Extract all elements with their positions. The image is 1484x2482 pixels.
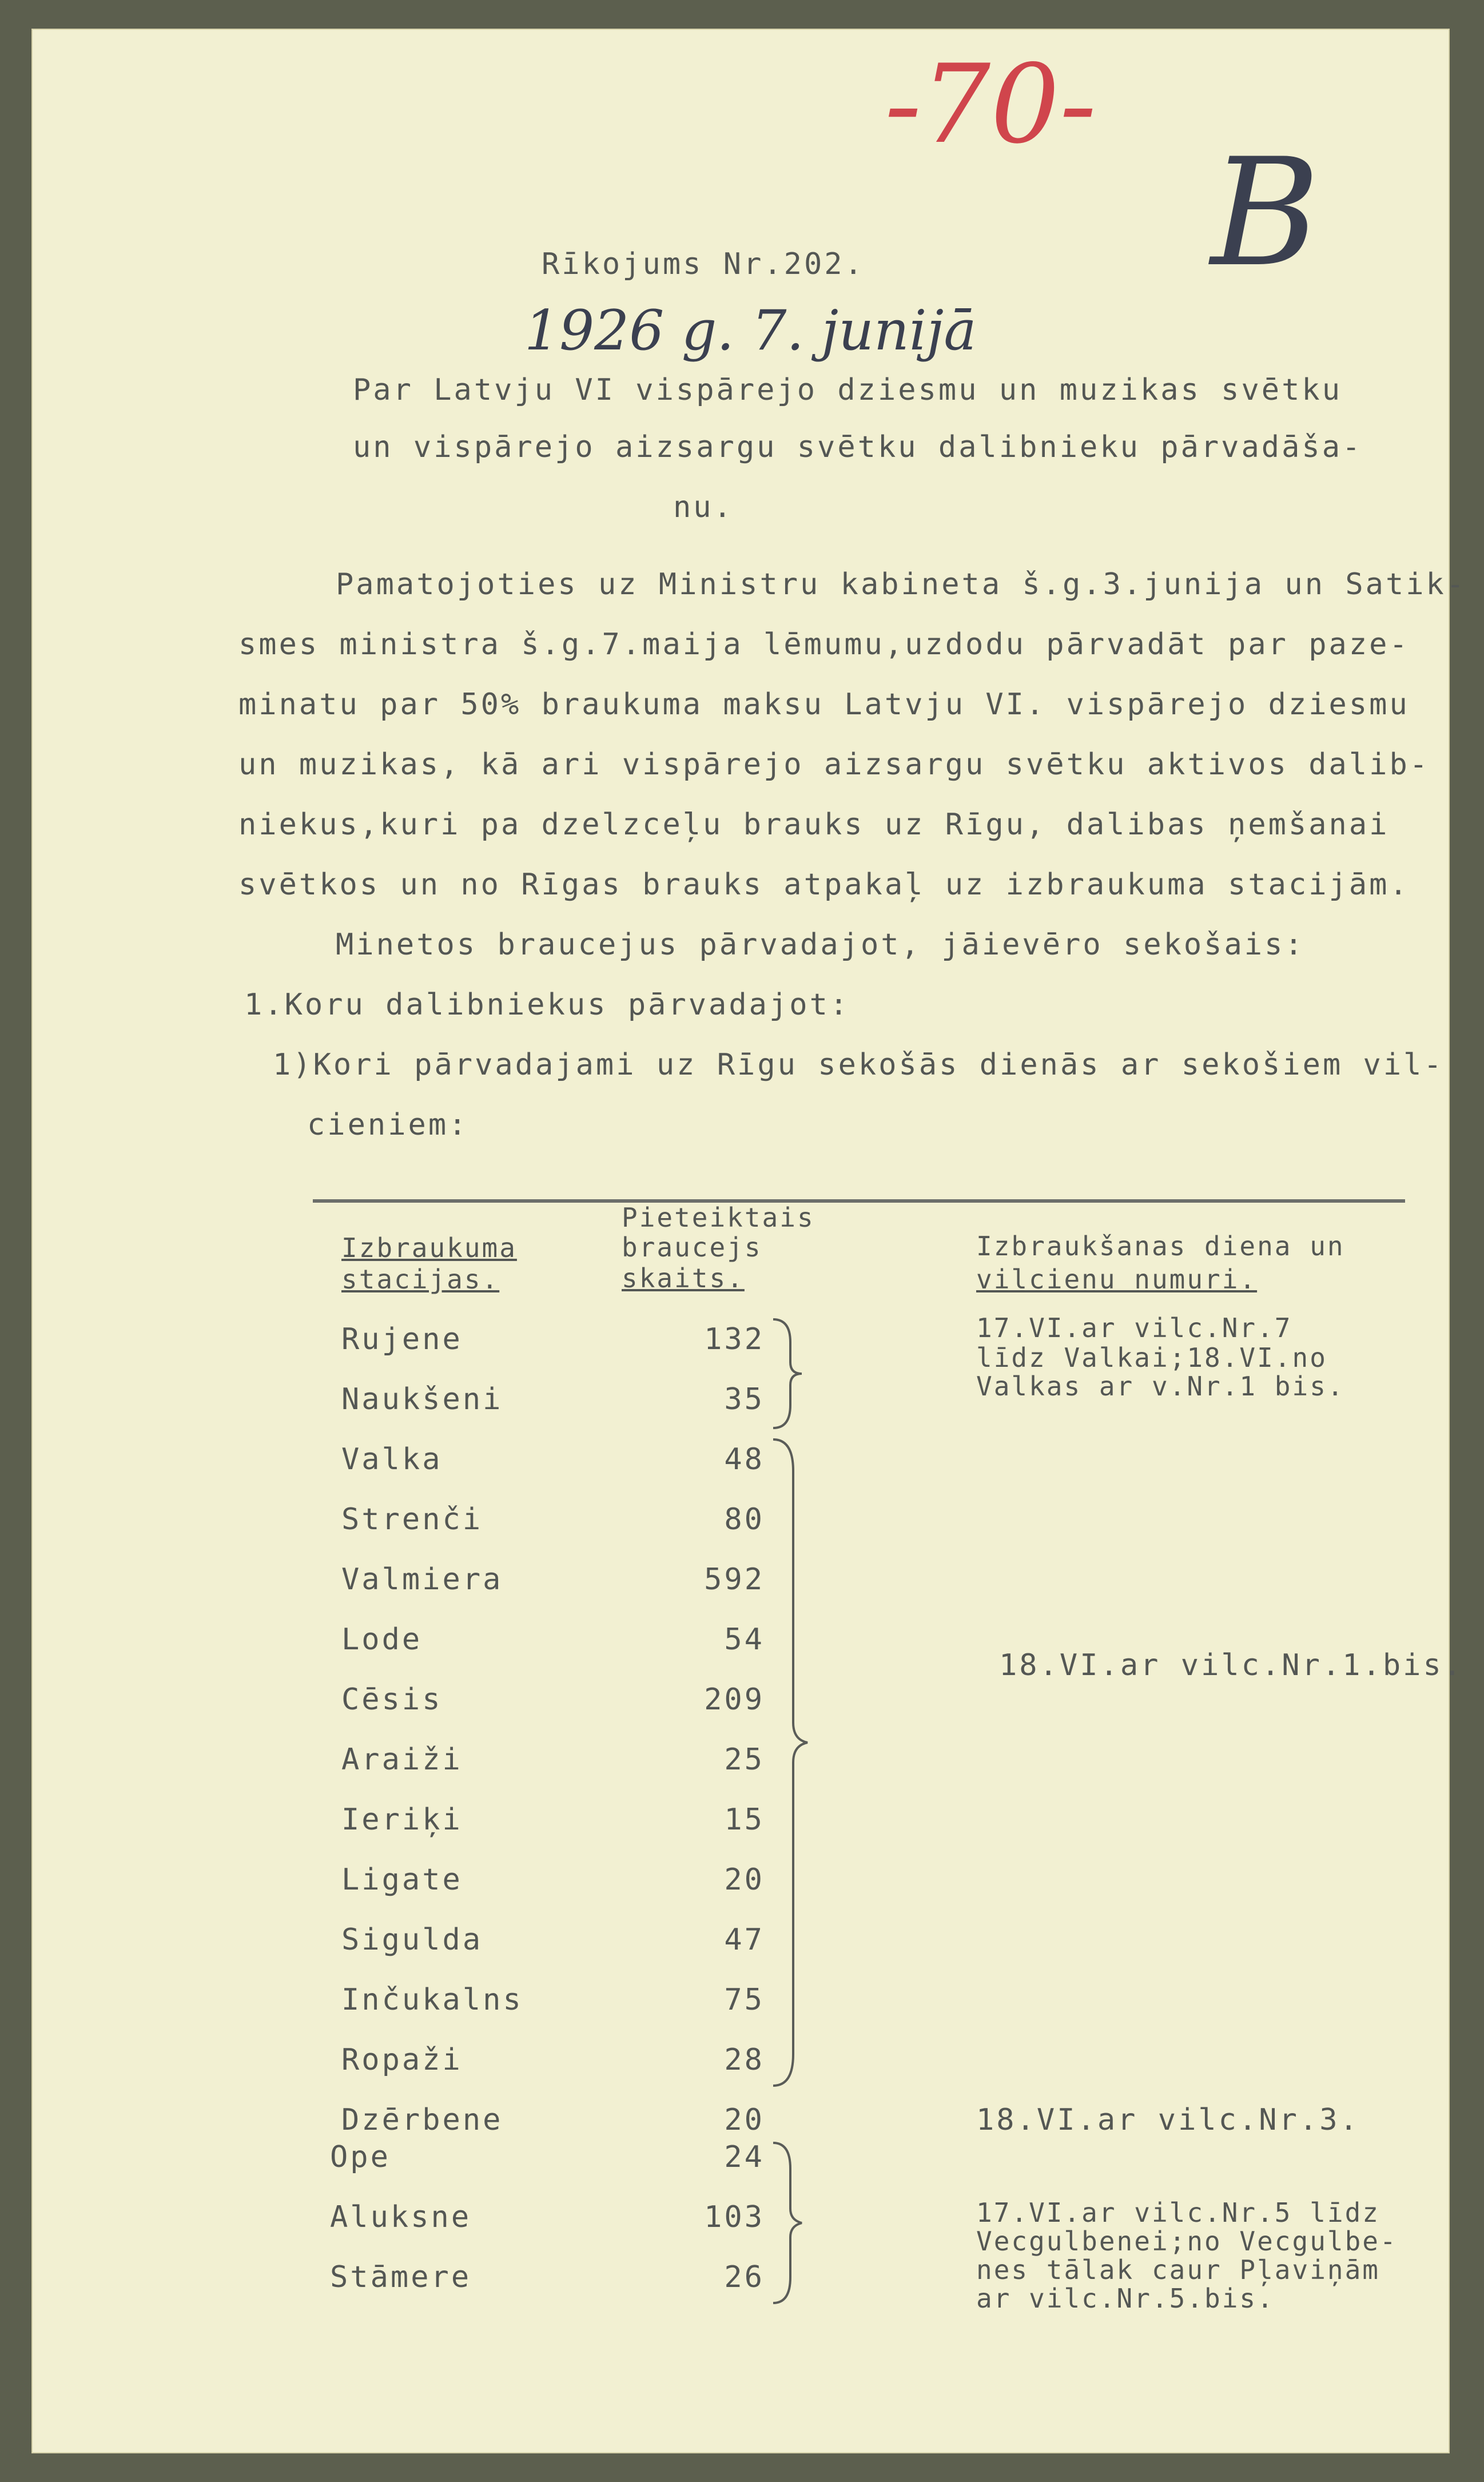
table-row-count: 80 — [724, 1502, 765, 1537]
handwritten-date: 1926 g. 7. junijā — [524, 299, 977, 363]
paragraph-line: minatu par 50% braukuma maksu Latvju VI. vispārejo dziesmu — [238, 687, 1410, 722]
paragraph-line: svētkos un no Rīgas brauks atpakaļ uz izbraukuma stacijām. — [238, 868, 1410, 902]
table-row-count: 103 — [704, 2200, 765, 2234]
train-note-group1-line: Valkas ar v.Nr.1 bis. — [976, 1371, 1345, 1402]
train-note-group4-line: Vecgulbenei;no Vecgulbe- — [976, 2226, 1398, 2257]
table-row-station: Rujene — [341, 1322, 463, 1357]
train-note-group1-line: 17.VI.ar vilc.Nr.7 — [976, 1312, 1292, 1343]
table-row-station: Dzērbene — [341, 2103, 503, 2137]
table-row-station: Inčukalns — [341, 1983, 523, 2017]
table-row-station: Valka — [341, 1442, 443, 1477]
archive-number-mark: -70- — [885, 41, 1097, 168]
table-row-station: Valmiera — [341, 1562, 503, 1597]
train-note-group4-line: ar vilc.Nr.5.bis. — [976, 2283, 1275, 2314]
train-note-group1-line: līdz Valkai;18.VI.no — [976, 1342, 1327, 1373]
table-row-count: 25 — [724, 1743, 765, 1777]
table-row-station: Ropaži — [341, 2043, 463, 2077]
subject-line-1: Par Latvju VI vispārejo dziesmu un muzikas svētku — [353, 373, 1343, 407]
table-row-count: 35 — [724, 1382, 765, 1417]
subject-line-3: nu. — [673, 490, 734, 524]
table-row-count: 47 — [724, 1923, 765, 1957]
brace-group-2 — [767, 1437, 813, 2089]
header-count-1: Pieteiktais — [622, 1202, 815, 1233]
table-row-count: 20 — [724, 2103, 765, 2137]
item-1-line-1: 1)Kori pārvadajami uz Rīgu sekošās dienās ar sekošiem vil- — [273, 1048, 1444, 1082]
train-note-group4-line: nes tālak caur Pļaviņām — [976, 2254, 1380, 2285]
table-row-station: Ligate — [341, 1863, 463, 1897]
header-count-3: skaits. — [622, 1263, 745, 1294]
paragraph-line: un muzikas, kā ari vispārejo aizsargu svētku aktivos dalib- — [238, 747, 1430, 782]
section-1-heading: 1.Koru dalibniekus pārvadajot: — [244, 988, 850, 1022]
header-count-2: braucejs — [622, 1232, 762, 1263]
table-row-count: 15 — [724, 1803, 765, 1837]
header-trains-2: vilcienu numuri. — [976, 1264, 1258, 1295]
table-row-station: Cēsis — [341, 1682, 443, 1717]
header-station-2: stacijas. — [341, 1264, 500, 1295]
table-row-count: 24 — [724, 2140, 765, 2174]
table-row-count: 209 — [704, 1682, 765, 1717]
table-row-station: Ieriķi — [341, 1803, 463, 1837]
table-row-station: Sigulda — [341, 1923, 483, 1957]
brace-group-3 — [767, 2140, 807, 2306]
table-row-station: Naukšeni — [341, 1382, 503, 1417]
paragraph-line: niekus,kuri pa dzelzceļu brauks uz Rīgu, dalibas ņemšanai — [238, 808, 1390, 842]
train-note-group2: 18.VI.ar vilc.Nr.1.bis. — [999, 1648, 1464, 1682]
table-row-count: 20 — [724, 1863, 765, 1897]
order-title: Rīkojums Nr.202. — [542, 247, 865, 281]
paragraph-line: Pamatojoties uz Ministru kabineta š.g.3.junija un Satik- — [336, 567, 1467, 602]
table-row-count: 48 — [724, 1442, 765, 1477]
item-1-line-2: cieniem: — [307, 1108, 469, 1142]
table-row-station: Lode — [341, 1622, 423, 1657]
table-row-station: Strenči — [341, 1502, 483, 1537]
table-row-station: Stāmere — [330, 2260, 472, 2294]
table-row-count: 54 — [724, 1622, 765, 1657]
table-top-rule — [313, 1199, 1405, 1203]
table-row-station: Araiži — [341, 1743, 463, 1777]
table-row-count: 26 — [724, 2260, 765, 2294]
subject-line-2: un vispārejo aizsargu svētku dalibnieku pārvadāša- — [353, 430, 1363, 464]
train-note-group3: 18.VI.ar vilc.Nr.3. — [976, 2103, 1360, 2137]
brace-group-1 — [767, 1316, 807, 1431]
train-note-group4-line: 17.VI.ar vilc.Nr.5 līdz — [976, 2197, 1380, 2228]
handwritten-letter-mark: B — [1211, 127, 1320, 300]
header-trains-1: Izbraukšanas diena un — [976, 1231, 1345, 1262]
table-row-station: Aluksne — [330, 2200, 472, 2234]
paragraph-2: Minetos braucejus pārvadajot, jāievēro sekošais: — [336, 928, 1305, 962]
document-page — [31, 29, 1467, 2453]
table-row-count: 75 — [724, 1983, 765, 2017]
table-row-station: Ope — [330, 2140, 391, 2174]
table-row-count: 28 — [724, 2043, 765, 2077]
paragraph-line: smes ministra š.g.7.maija lēmumu,uzdodu pārvadāt par paze- — [238, 627, 1410, 662]
table-row-count: 592 — [704, 1562, 765, 1597]
header-station-1: Izbraukuma — [341, 1232, 517, 1263]
table-row-count: 132 — [704, 1322, 765, 1357]
